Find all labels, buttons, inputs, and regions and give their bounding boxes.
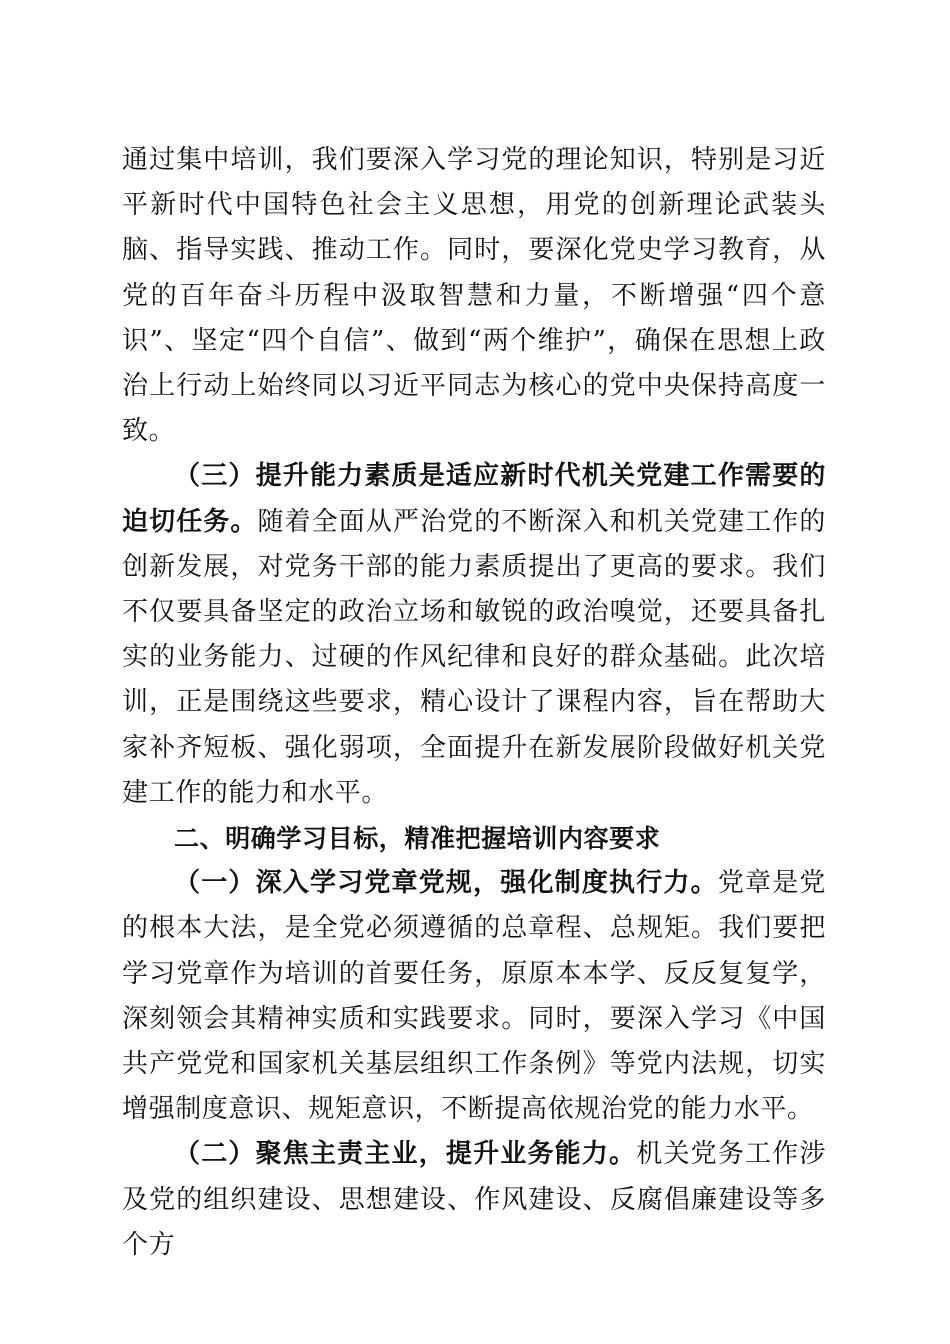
paragraph-text: 党章是党的根本大法，是全党必须遵循的总章程、总规矩。我们要把学习党章作为培训的首要任务，原原本本学、反反复复学，深刻领会其精神实质和实践要求。同时，要深入学习《中国共产党党和国家机关基层组织工作条例》等党内法规，切实增强制度意识、规矩意识，不断提高依规治党的能力水平。 — [122, 868, 826, 1125]
paragraph-lead: （三）提升能力素质是适应新时代机关党建工作需要的迫切任务。 — [122, 461, 826, 537]
section-heading-2 — [122, 816, 826, 861]
document-body — [122, 138, 826, 1268]
paragraph-theory-study — [122, 138, 826, 454]
paragraph-text: 随着全面从严治党的不断深入和机关党建工作的创新发展，对党务干部的能力素质提出了更高的要求。我们不仅要具备坚定的政治立场和敏锐的政治嗅觉，还要具备扎实的业务能力、过硬的作风纪律和良好的群众基础。此次培训，正是围绕这些要求，精心设计了课程内容，旨在帮助大家补齐短板、强化弱项，全面提升在新发展阶段做好机关党建工作的能力和水平。 — [122, 506, 826, 808]
paragraph-lead: （二）聚焦主责主业，提升业务能力。 — [174, 1139, 637, 1170]
section-heading-text: 二、明确学习目标，精准把握培训内容要求 — [174, 824, 661, 854]
paragraph-party-constitution — [122, 861, 826, 1132]
paragraph-core-duties — [122, 1132, 826, 1268]
paragraph-lead: （一）深入学习党章党规，强化制度执行力。 — [174, 868, 718, 899]
paragraph-text: 通过集中培训，我们要深入学习党的理论知识，特别是习近平新时代中国特色社会主义思想，用党的创新理论武装头脑、指导实践、推动工作。同时，要深化党史学习教育，从党的百年奋斗历程中汲取智慧和力量，不断增强“四个意识”、坚定“四个自信”、做到“两个维护”，确保在思想上政治上行动上始终同以习近平同志为核心的党中央保持高度一致。 — [122, 145, 826, 447]
paragraph-text: 机关党务工作涉及党的组织建设、思想建设、作风建设、反腐倡廉建设等多个方 — [122, 1139, 826, 1260]
paragraph-ability-quality — [122, 454, 826, 816]
